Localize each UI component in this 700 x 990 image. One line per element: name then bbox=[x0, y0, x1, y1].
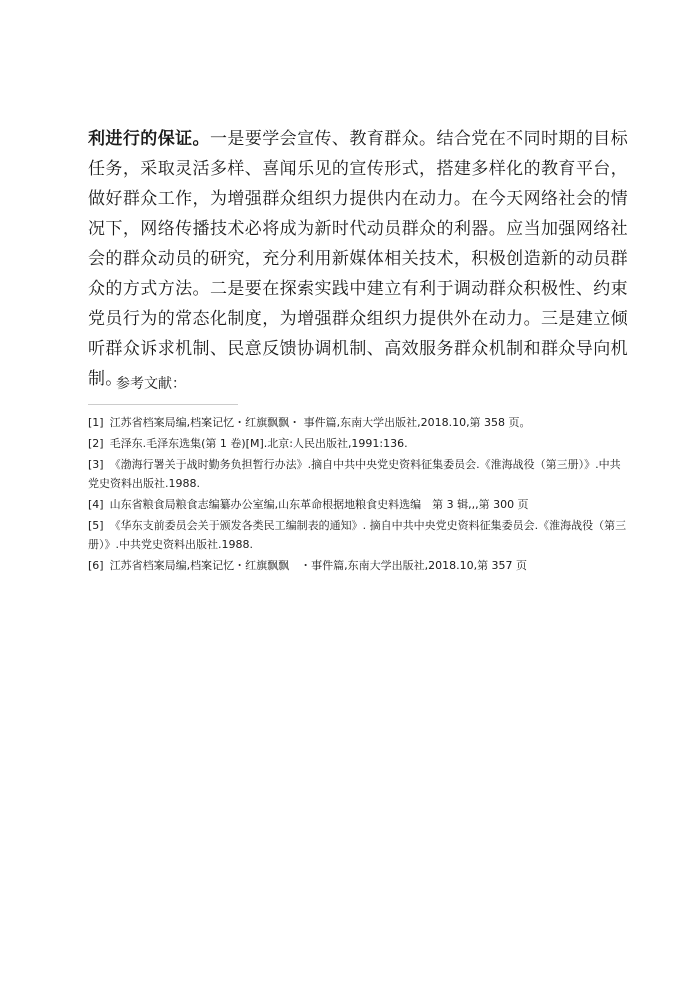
reference-item bbox=[88, 495, 628, 514]
reference-text: 《华东支前委员会关于颁发各类民工编制表的通知》. 摘自中共中央党史资料征集委员会.《淮海战役（第三册）》.中共党史资料出版社.1988. bbox=[88, 519, 627, 551]
reference-item bbox=[88, 516, 628, 554]
reference-text: 江苏省档案局编,档案记忆・红旗飘飘 ・事件篇,东南大学出版社,2018.10,第 357 页 bbox=[109, 559, 528, 572]
reference-number: [6] bbox=[88, 559, 104, 572]
reference-item bbox=[88, 455, 628, 493]
body-paragraph bbox=[88, 124, 628, 394]
reference-item bbox=[88, 413, 628, 432]
reference-number: [3] bbox=[88, 458, 104, 471]
reference-text: 江苏省档案局编,档案记忆・红旗飘飘・ 事件篇,东南大学出版社,2018.10,第 358 页。 bbox=[109, 416, 531, 429]
reference-number: [2] bbox=[88, 437, 104, 450]
paragraph-text: 一是要学会宣传、教育群众。结合党在不同时期的目标任务，采取灵活多样、喜闻乐见的宣传形式，搭建多样化的教育平台，做好群众工作，为增强群众组织力提供内在动力。在今天网络社会的情况下，网络传播技术必将成为新时代动员群众的利器。应当加强网络社会的群众动员的研究，充分利用新媒体相关技术，积极创造新的动员群众的方式方法。二是要在探索实践中建立有利于调动群众积极性、约束党员行为的常态化制度，为增强群众组织力提供外在动力。三是建立倾听群众诉求机制、民意反馈协调机制、高效服务群众机制和群众导向机制。 bbox=[88, 129, 628, 389]
reference-text: 山东省粮食局粮食志编纂办公室编,山东革命根据地粮食史料选编 第 3 辑,,,第 300 页 bbox=[109, 498, 529, 511]
references-list bbox=[88, 413, 628, 577]
reference-number: [5] bbox=[88, 519, 104, 532]
reference-number: [1] bbox=[88, 416, 104, 429]
reference-item bbox=[88, 434, 628, 453]
references-divider bbox=[88, 404, 238, 405]
reference-item bbox=[88, 556, 628, 575]
references-heading: 参考文献： bbox=[116, 376, 186, 392]
reference-text: 《渤海行署关于战时勤务负担暂行办法》.摘自中共中央党史资料征集委员会.《淮海战役（第三册）》.中共党史资料出版社.1988. bbox=[88, 458, 621, 490]
reference-number: [4] bbox=[88, 498, 104, 511]
bold-lead-text: 利进行的保证。 bbox=[88, 129, 210, 149]
reference-text: 毛泽东.毛泽东选集(第 1 卷)[M].北京:人民出版社,1991:136. bbox=[109, 437, 408, 450]
